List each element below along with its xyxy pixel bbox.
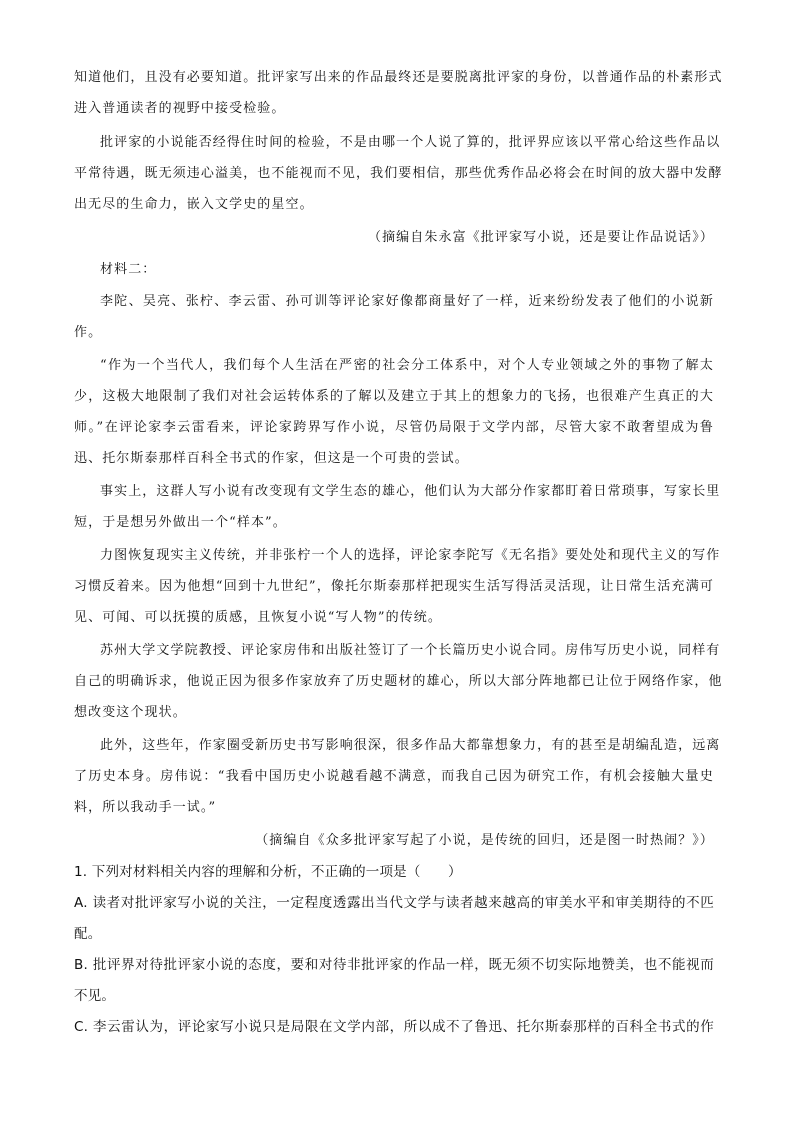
paragraph-line: 了历史本身。房伟说：“我看中国历史小说越看越不满意，而我自己因为研究工作，有机会接触大量史 [74, 769, 714, 784]
paragraph-line: 想改变这个现状。 [74, 705, 187, 720]
material1-line: 进入普通读者的视野中接受检验。 [74, 101, 286, 116]
option-a-line: 配。 [74, 926, 102, 942]
paragraph-line: 平常待遇，既无须违心溢美，也不能视而不见，我们要相信，那些优秀作品必将会在时间的放大器中发酵 [74, 166, 723, 181]
option-a-line: A. 读者对批评家写小说的关注，一定程度透露出当代文学与读者越来越高的审美水平和审美期待的不匹 [74, 895, 714, 911]
paragraph-line: 苏州大学文学院教授、评论家房伟和出版社签订了一个长篇历史小说合同。房伟写历史小说，同样有 [100, 643, 721, 658]
paragraph-line: 此外，这些年，作家圈受新历史书写影响很深，很多作品大都靠想象力，有的甚至是胡编乱造，远离 [100, 738, 721, 753]
paragraph-line: 迅、托尔斯泰那样百科全书式的作家，但这是一个可贵的尝试。 [74, 451, 469, 466]
source-citation-2: （摘编自《众多批评家写起了小说，是传统的回归，还是图一时热闹？》） [255, 833, 714, 848]
paragraph-line: 事实上，这群人写小说有改变现有文学生态的雄心，他们认为大部分作家都盯着日常琐事，写家长里 [100, 484, 721, 499]
paragraph-line: 习惯反着来。因为他想“回到十九世纪”，像托尔斯泰那样把现实生活写得活灵活现，让日常生活充满可 [74, 579, 714, 594]
question-stem: 1. 下列对材料相关内容的理解和分析，不正确的一项是（ ） [74, 864, 462, 880]
paragraph-line: “作为一个当代人，我们每个人生活在严密的社会分工体系中，对个人专业领域之外的事物了解太 [100, 358, 714, 373]
option-b-line: 不见。 [74, 988, 116, 1004]
paragraph-line: 少，这极大地限制了我们对社会运转体系的了解以及建立于其上的想象力的飞扬，也很难产生真正的大 [74, 389, 714, 404]
paragraph-line: 师。”在评论家李云雷看来，评论家跨界写作小说，尽管仍局限于文学内部，尽管大家不敢奢望成为鲁 [74, 420, 714, 435]
paragraph-line: 李陀、吴亮、张柠、李云雷、孙可训等评论家好像都商量好了一样，近来纷纷发表了他们的小说新 [100, 294, 714, 309]
source-citation-1: （摘编自朱永富《批评家写小说，还是要让作品说话》） [367, 230, 714, 245]
material1-line: 知道他们，且没有必要知道。批评家写出来的作品最终还是要脱离批评家的身份，以普通作品的朴素形式 [74, 70, 723, 85]
paragraph-line: 料，所以我动手一试。” [74, 800, 217, 815]
paragraph-line: 见、可闻、可以抚摸的质感，且恢复小说“写人物”的传统。 [74, 610, 442, 625]
option-b-line: B. 批评界对待批评家小说的态度，要和对待非批评家的作品一样，既无须不切实际地赞美，也不能视而 [74, 957, 714, 973]
paragraph-line: 自己的明确诉求，他说正因为很多作家放弃了历史题材的雄心，所以大部分阵地都已让位于网络作家，他 [74, 674, 723, 689]
option-c-line: C. 李云雷认为，评论家写小说只是局限在文学内部，所以成不了鲁迅、托尔斯泰那样的百科全书式的作 [74, 1019, 714, 1035]
paragraph-line: 作。 [74, 325, 103, 340]
paragraph-line: 出无尽的生命力，嵌入文学史的星空。 [74, 197, 314, 212]
material2-title: 材料二： [100, 262, 157, 277]
paragraph-line: 短，于是想另外做出一个“样本”。 [74, 515, 287, 530]
paragraph-line: 批评家的小说能否经得住时间的检验，不是由哪一个人说了算的，批评界应该以平常心给这些作品以 [100, 135, 721, 150]
paragraph-line: 力图恢复现实主义传统，并非张柠一个人的选择，评论家李陀写《无名指》要处处和现代主义的写作 [100, 548, 721, 563]
